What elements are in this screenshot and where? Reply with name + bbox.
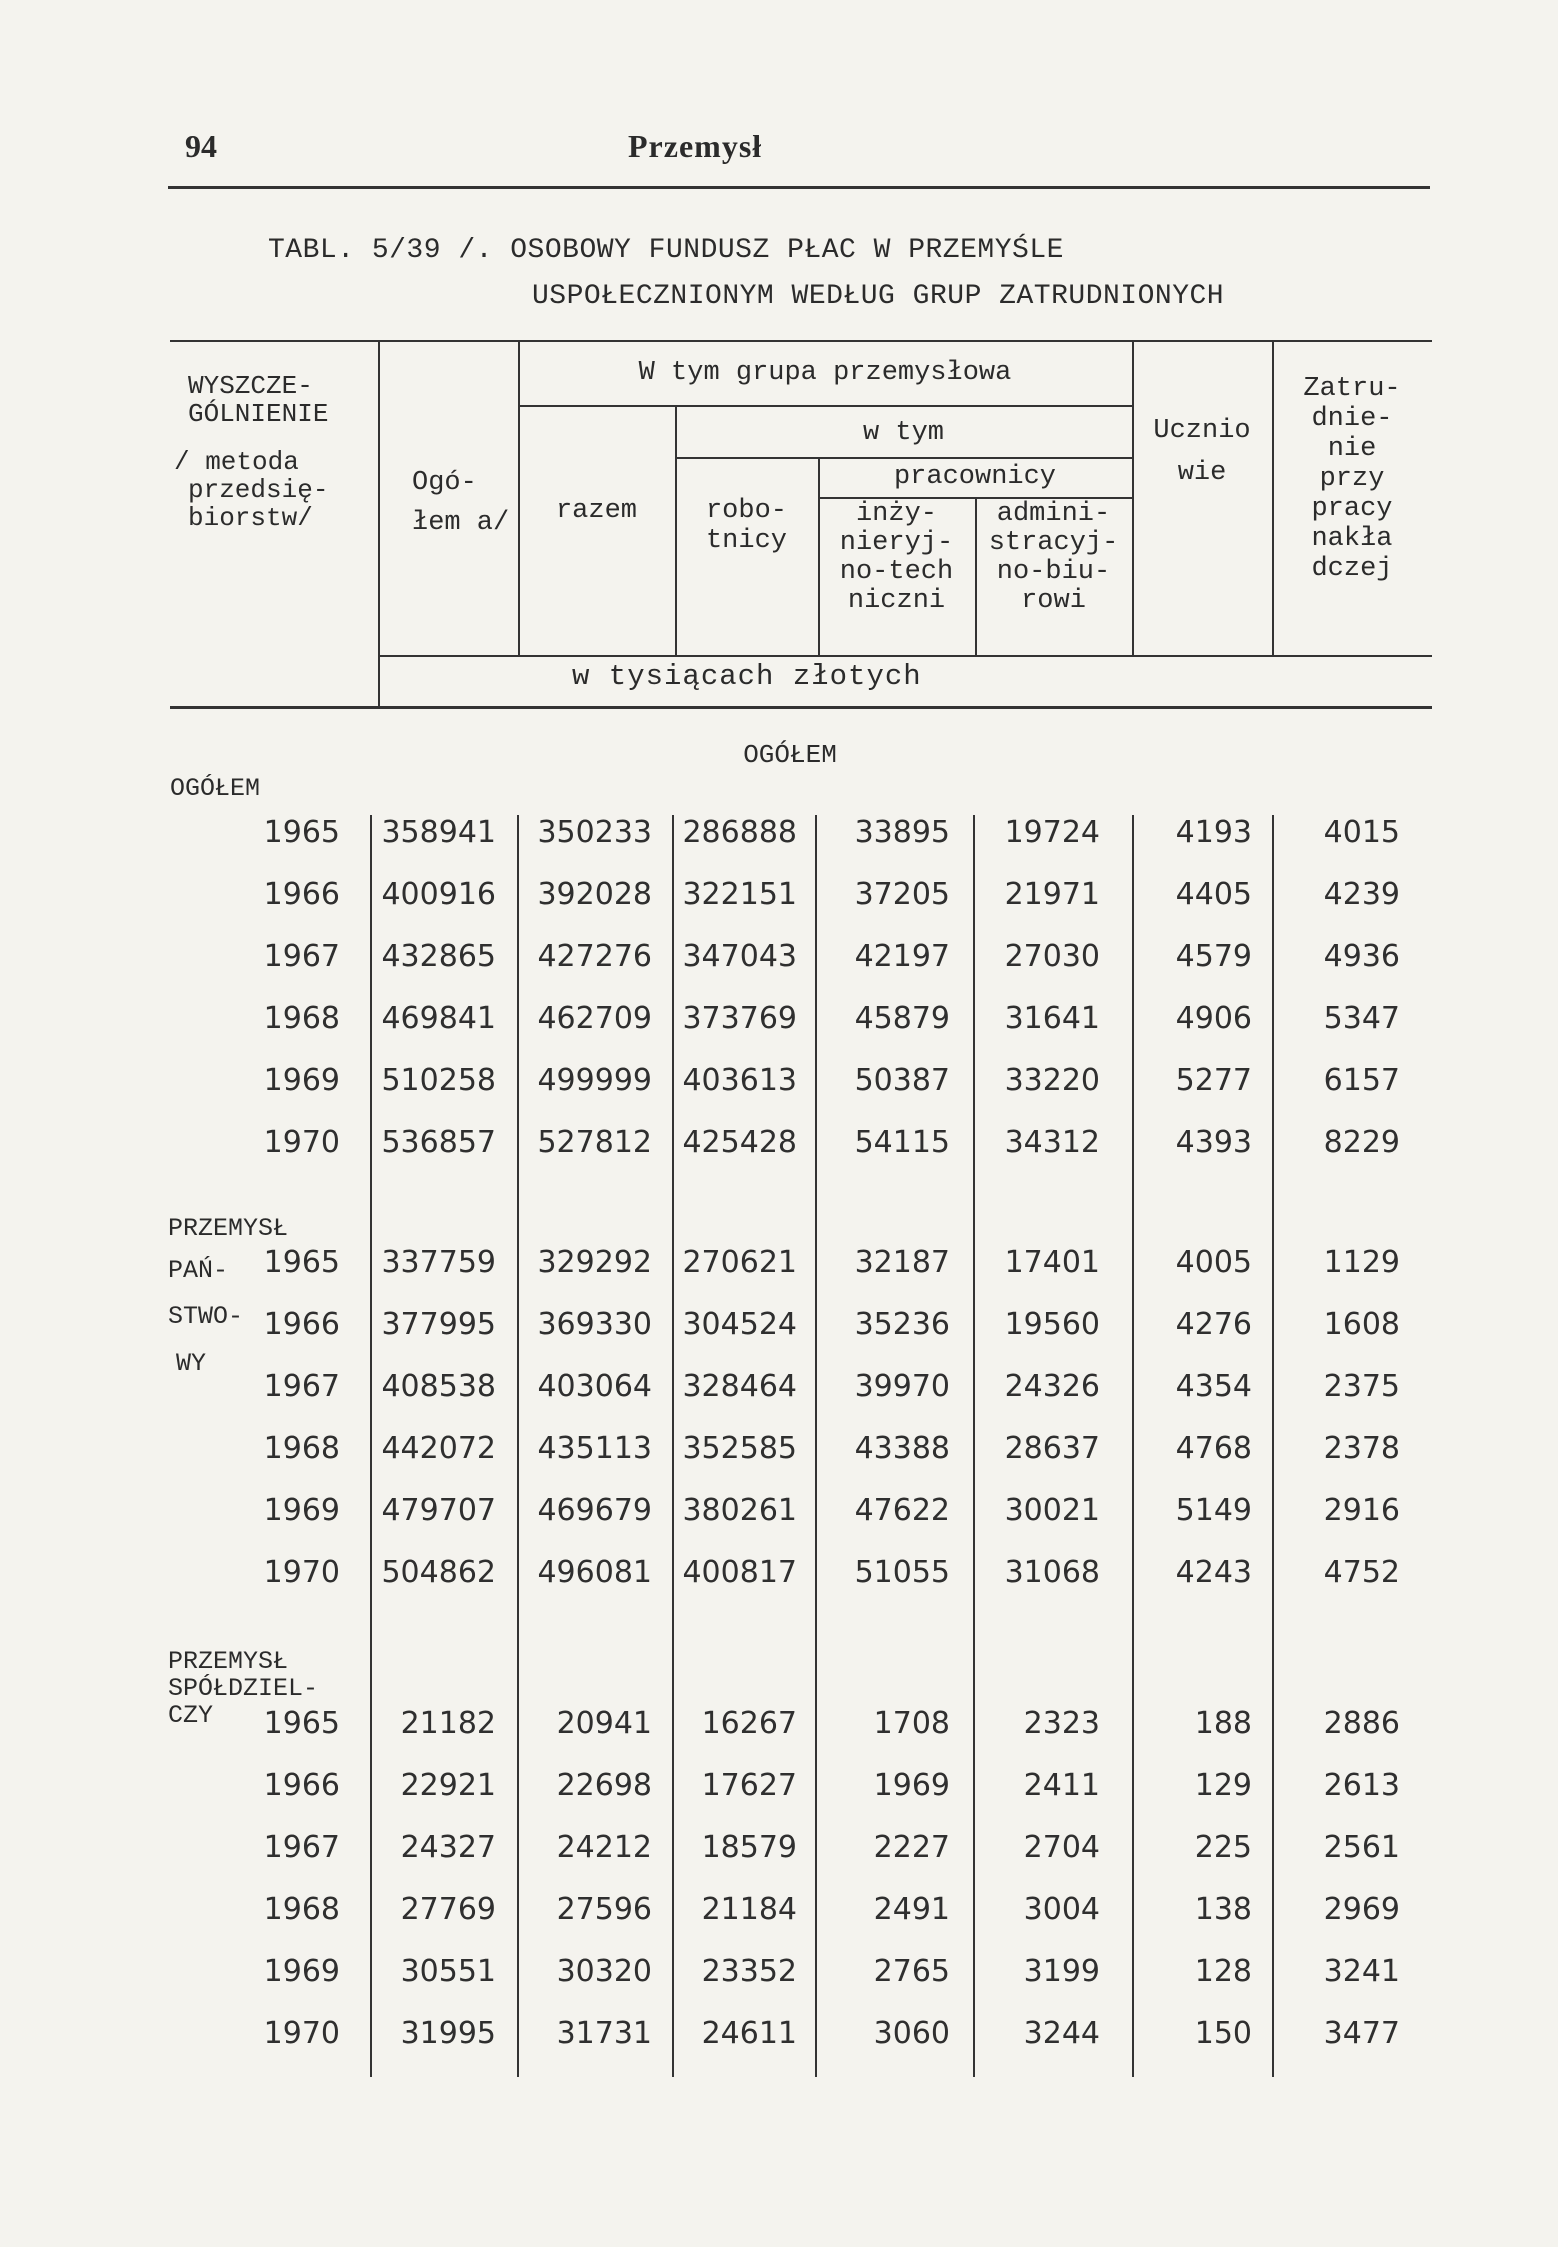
value-cell: 54115: [854, 1125, 950, 1160]
value-cell: 4276: [1175, 1307, 1252, 1342]
value-cell: 2613: [1323, 1768, 1400, 1803]
value-cell: 4015: [1323, 815, 1400, 850]
value-cell: 2765: [873, 1954, 950, 1989]
value-cell: 432865: [381, 939, 496, 974]
value-cell: 27596: [556, 1892, 652, 1927]
robotnicy-line: robo-: [705, 496, 787, 526]
administracyjno-line: rowi: [1021, 586, 1086, 616]
value-cell: 5277: [1175, 1063, 1252, 1098]
chalupnicy-line: Zatru-: [1303, 374, 1401, 404]
year-cell: 1965: [263, 1245, 340, 1280]
value-cell: 31731: [556, 2016, 652, 2051]
uczniowie-line: Ucznio: [1153, 416, 1251, 446]
chalupnicy-line: nakła: [1311, 524, 1393, 554]
value-cell: 51055: [854, 1555, 950, 1590]
value-cell: 4005: [1175, 1245, 1252, 1280]
robotnicy-heading: [675, 496, 818, 556]
value-cell: 400817: [682, 1555, 797, 1590]
value-cell: 22921: [400, 1768, 496, 1803]
value-cell: 23352: [701, 1954, 797, 1989]
value-cell: 2886: [1323, 1706, 1400, 1741]
value-cell: 527812: [537, 1125, 652, 1160]
value-cell: 27769: [400, 1892, 496, 1927]
inzynieryjno-line: no-tech: [839, 557, 954, 587]
value-cell: 4239: [1323, 877, 1400, 912]
value-cell: 21182: [400, 1706, 496, 1741]
group-label: STWO-: [168, 1302, 244, 1331]
pracownicy-heading: pracownicy: [893, 462, 1057, 492]
value-cell: 347043: [682, 939, 797, 974]
unit-label: w tysiącach złotych: [572, 660, 922, 693]
value-cell: 380261: [682, 1493, 797, 1528]
value-cell: 24326: [1004, 1369, 1100, 1404]
value-cell: 1969: [873, 1768, 950, 1803]
ogolem-heading: [412, 468, 509, 538]
value-cell: 408538: [381, 1369, 496, 1404]
section-heading: OGÓŁEM: [743, 740, 837, 770]
value-cell: 1129: [1323, 1245, 1400, 1280]
value-cell: 4243: [1175, 1555, 1252, 1590]
value-cell: 50387: [854, 1063, 950, 1098]
table-title-line1: TABL. 5/39 /. OSOBOWY FUNDUSZ PŁAC W PRZEMYŚLE: [268, 235, 1064, 266]
year-cell: 1967: [263, 1830, 340, 1865]
value-cell: 2916: [1323, 1493, 1400, 1528]
year-cell: 1970: [263, 2016, 340, 2051]
value-cell: 2411: [1023, 1768, 1100, 1803]
value-cell: 2969: [1323, 1892, 1400, 1927]
value-cell: 328464: [682, 1369, 797, 1404]
ogolem-line: Ogó-: [412, 468, 477, 498]
value-cell: 24327: [400, 1830, 496, 1865]
value-cell: 2378: [1323, 1431, 1400, 1466]
inzynieryjno-heading: [818, 500, 975, 616]
year-cell: 1969: [263, 1493, 340, 1528]
chalupnicy-heading: [1272, 374, 1432, 584]
value-cell: 403064: [537, 1369, 652, 1404]
value-cell: 225: [1194, 1830, 1252, 1865]
value-cell: 499999: [537, 1063, 652, 1098]
value-cell: 5347: [1323, 1001, 1400, 1036]
year-cell: 1969: [263, 1954, 340, 1989]
group-rule: [518, 405, 1132, 407]
value-cell: 400916: [381, 877, 496, 912]
value-cell: 138: [1194, 1892, 1252, 1927]
value-cell: 24212: [556, 1830, 652, 1865]
value-cell: 28637: [1004, 1431, 1100, 1466]
value-cell: 479707: [381, 1493, 496, 1528]
stub-line: biorstw/: [188, 503, 313, 533]
value-cell: 39970: [854, 1369, 950, 1404]
value-cell: 1608: [1323, 1307, 1400, 1342]
inzynieryjno-line: niczni: [847, 586, 946, 616]
year-cell: 1965: [263, 815, 340, 850]
value-cell: 47622: [854, 1493, 950, 1528]
chalupnicy-line: nie: [1327, 434, 1377, 464]
value-cell: 2491: [873, 1892, 950, 1927]
value-cell: 188: [1194, 1706, 1252, 1741]
value-cell: 496081: [537, 1555, 652, 1590]
value-cell: 33895: [854, 815, 950, 850]
value-cell: 34312: [1004, 1125, 1100, 1160]
header-vline-1: [378, 340, 380, 709]
group-label: PRZEMYSŁ: [168, 1647, 289, 1676]
value-cell: 435113: [537, 1431, 652, 1466]
value-cell: 504862: [381, 1555, 496, 1590]
value-cell: 35236: [854, 1307, 950, 1342]
value-cell: 3004: [1023, 1892, 1100, 1927]
stub-line: przedsię-: [188, 475, 329, 505]
group-label: OGÓŁEM: [170, 774, 261, 803]
value-cell: 4354: [1175, 1369, 1252, 1404]
value-cell: 6157: [1323, 1063, 1400, 1098]
value-cell: 3477: [1323, 2016, 1400, 2051]
value-cell: 4906: [1175, 1001, 1252, 1036]
group-label: CZY: [168, 1701, 214, 1730]
value-cell: 369330: [537, 1307, 652, 1342]
value-cell: 32187: [854, 1245, 950, 1280]
year-cell: 1966: [263, 1307, 340, 1342]
value-cell: 4393: [1175, 1125, 1252, 1160]
header-vline-6: [1132, 340, 1134, 656]
value-cell: 24611: [701, 2016, 797, 2051]
value-cell: 43388: [854, 1431, 950, 1466]
value-cell: 31641: [1004, 1001, 1100, 1036]
value-cell: 128: [1194, 1954, 1252, 1989]
value-cell: 31995: [400, 2016, 496, 2051]
value-cell: 442072: [381, 1431, 496, 1466]
group-heading: W tym grupa przemysłowa: [638, 358, 1012, 388]
value-cell: 4405: [1175, 877, 1252, 912]
value-cell: 37205: [854, 877, 950, 912]
value-cell: 427276: [537, 939, 652, 974]
value-cell: 373769: [682, 1001, 797, 1036]
year-cell: 1967: [263, 939, 340, 974]
value-cell: 469841: [381, 1001, 496, 1036]
group-label: WY: [176, 1349, 207, 1378]
value-cell: 403613: [682, 1063, 797, 1098]
running-title: Przemysł: [628, 128, 763, 164]
value-cell: 352585: [682, 1431, 797, 1466]
value-cell: 322151: [682, 877, 797, 912]
value-cell: 377995: [381, 1307, 496, 1342]
uczniowie-line: [1132, 446, 1272, 458]
value-cell: 150: [1194, 2016, 1252, 2051]
value-cell: 2704: [1023, 1830, 1100, 1865]
value-cell: 5149: [1175, 1493, 1252, 1528]
year-cell: 1965: [263, 1706, 340, 1741]
value-cell: 129: [1194, 1768, 1252, 1803]
value-cell: 19560: [1004, 1307, 1100, 1342]
value-cell: 304524: [682, 1307, 797, 1342]
value-cell: 42197: [854, 939, 950, 974]
stub-heading: [174, 371, 329, 533]
value-cell: 30021: [1004, 1493, 1100, 1528]
administracyjno-line: stracyj-: [988, 528, 1119, 558]
value-cell: 536857: [381, 1125, 496, 1160]
value-cell: 1708: [873, 1706, 950, 1741]
group-label: SPÓŁDZIEL-: [168, 1674, 319, 1703]
administracyjno-heading: [975, 500, 1132, 616]
year-cell: 1970: [263, 1125, 340, 1160]
value-cell: 21971: [1004, 877, 1100, 912]
chalupnicy-line: dnie-: [1311, 404, 1393, 434]
stub-line: [188, 428, 328, 448]
value-cell: 30551: [400, 1954, 496, 1989]
wtym-heading: w tym: [862, 418, 944, 448]
value-cell: 27030: [1004, 939, 1100, 974]
value-cell: 21184: [701, 1892, 797, 1927]
value-cell: 469679: [537, 1493, 652, 1528]
inzynieryjno-line: inży-: [855, 499, 937, 529]
value-cell: 329292: [537, 1245, 652, 1280]
group-label: PRZEMYSŁ: [168, 1214, 289, 1243]
group-label: PAŃ-: [168, 1256, 229, 1285]
value-cell: 4768: [1175, 1431, 1252, 1466]
value-cell: 510258: [381, 1063, 496, 1098]
value-cell: 17401: [1004, 1245, 1100, 1280]
value-cell: 3199: [1023, 1954, 1100, 1989]
value-cell: 4579: [1175, 939, 1252, 974]
value-cell: 17627: [701, 1768, 797, 1803]
value-cell: 16267: [701, 1706, 797, 1741]
value-cell: 3241: [1323, 1954, 1400, 1989]
value-cell: 286888: [682, 815, 797, 850]
value-cell: 30320: [556, 1954, 652, 1989]
wtym-rule: [675, 457, 1132, 459]
year-cell: 1970: [263, 1555, 340, 1590]
value-cell: 19724: [1004, 815, 1100, 850]
header-top-rule: [170, 340, 1432, 342]
ogolem-line: łem a/: [412, 508, 510, 538]
year-cell: 1967: [263, 1369, 340, 1404]
chalupnicy-line: przy: [1319, 464, 1385, 494]
value-cell: 2323: [1023, 1706, 1100, 1741]
year-cell: 1968: [263, 1892, 340, 1927]
value-cell: 18579: [701, 1830, 797, 1865]
value-cell: 31068: [1004, 1555, 1100, 1590]
table-title-line2: USPOŁECZNIONYM WEDŁUG GRUP ZATRUDNIONYCH: [532, 281, 1225, 312]
value-cell: 4752: [1323, 1555, 1400, 1590]
inzynieryjno-line: nieryj-: [839, 528, 954, 558]
value-cell: 22698: [556, 1768, 652, 1803]
value-cell: 270621: [682, 1245, 797, 1280]
value-cell: 358941: [381, 815, 496, 850]
year-cell: 1968: [263, 1431, 340, 1466]
razem-heading: razem: [555, 496, 637, 526]
chalupnicy-line: dczej: [1311, 554, 1393, 584]
value-cell: 2561: [1323, 1830, 1400, 1865]
value-cell: 462709: [537, 1001, 652, 1036]
value-cell: 3244: [1023, 2016, 1100, 2051]
stub-line: WYSZCZE-: [188, 371, 313, 401]
value-cell: 2227: [873, 1830, 950, 1865]
uczniowie-line: wie: [1177, 458, 1227, 488]
header-rule: [168, 186, 1430, 189]
robotnicy-line: tnicy: [705, 526, 787, 556]
value-cell: 2375: [1323, 1369, 1400, 1404]
chalupnicy-line: pracy: [1311, 494, 1393, 524]
page-number: 94: [185, 128, 217, 164]
value-cell: 33220: [1004, 1063, 1100, 1098]
value-cell: 4193: [1175, 815, 1252, 850]
value-cell: 337759: [381, 1245, 496, 1280]
value-cell: 350233: [537, 815, 652, 850]
header-bottom-rule: [170, 706, 1432, 709]
value-cell: 45879: [854, 1001, 950, 1036]
value-cell: 392028: [537, 877, 652, 912]
value-cell: 4936: [1323, 939, 1400, 974]
value-cell: 8229: [1323, 1125, 1400, 1160]
administracyjno-line: admini-: [996, 499, 1111, 529]
uczniowie-heading: [1132, 416, 1272, 488]
stub-line: GÓLNIENIE: [188, 399, 329, 429]
value-cell: 3060: [873, 2016, 950, 2051]
year-cell: 1966: [263, 1768, 340, 1803]
year-cell: 1969: [263, 1063, 340, 1098]
administracyjno-line: no-biu-: [996, 557, 1111, 587]
year-cell: 1966: [263, 877, 340, 912]
value-cell: 425428: [682, 1125, 797, 1160]
year-cell: 1968: [263, 1001, 340, 1036]
stub-line: / metoda: [174, 447, 299, 477]
value-cell: 20941: [556, 1706, 652, 1741]
